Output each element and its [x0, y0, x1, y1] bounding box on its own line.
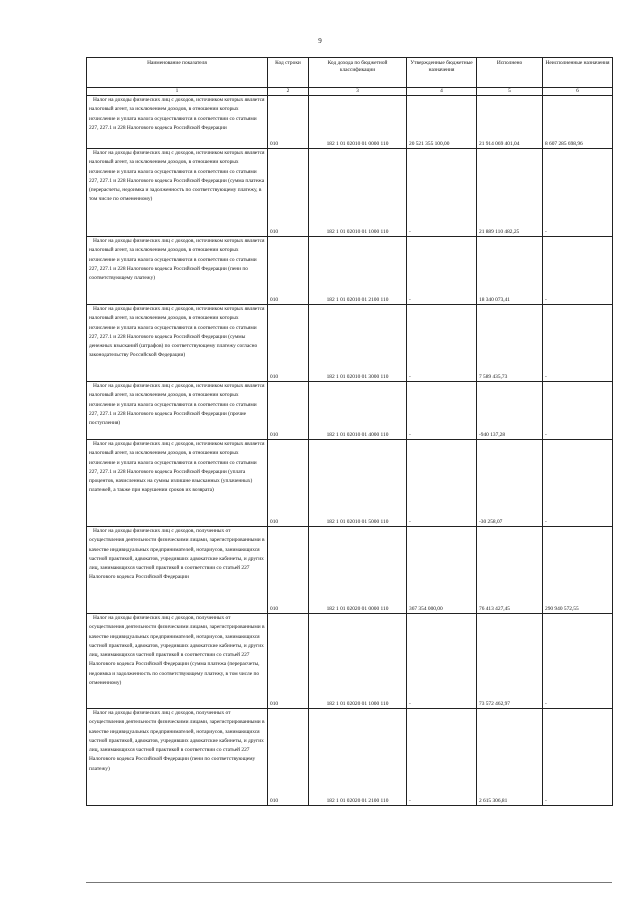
indicator-name: Налог на доходы физических лиц с доходов, полученных от осуществления деятельности физическими лицами, зарегистрированными в качестве индивидуальных предпринимателей, нотариусов, занимающихся частной практикой, адвокатов, учредивших адвокатские кабинеты, и других лиц, занимающихся частной практикой в соответствии со статьей 227 Налогового кодекса Российской Федерации (сумма платежа (перерасчеты, недоимка и задолженность по соответствующему платежу, в том числе по отмененному): [87, 614, 268, 709]
column-number: 6: [543, 88, 613, 96]
table-row: [87, 614, 613, 709]
approved-amount: -: [407, 382, 477, 440]
table-row: [87, 305, 613, 382]
table-row: [87, 440, 613, 527]
indicator-name: Налог на доходы физических лиц с доходов, полученных от осуществления деятельности физическими лицами, зарегистрированными в качестве индивидуальных предпринимателей, нотариусов, занимающихся частной практикой, адвокатов, учредивших адвокатские кабинеты, и других лиц, занимающихся частной практикой в соответствии со статьей 227 Налогового кодекса Российской Федерации (пени по соответствующему платежу): [87, 709, 268, 806]
executed-amount: 21 914 069 401,04: [477, 96, 543, 149]
executed-amount: 2 615 306,81: [477, 709, 543, 806]
approved-amount: -: [407, 614, 477, 709]
table-row: [87, 149, 613, 237]
page-number: 9: [318, 37, 322, 45]
indicator-name: Налог на доходы физических лиц с доходов, источником которых является налоговый агент, за исключением доходов, в отношении которых исчисление и уплата налога осуществляются в соответствии со статьями 227, 227.1 и 228 Налогового кодекса Российской Федерации: [87, 96, 268, 149]
header-executed: Исполнено: [477, 58, 543, 88]
column-number: 5: [477, 88, 543, 96]
column-number: 4: [407, 88, 477, 96]
table-row: [87, 382, 613, 440]
column-number-row: [87, 88, 613, 96]
line-code: 010: [268, 305, 309, 382]
approved-amount: 20 521 355 100,00: [407, 96, 477, 149]
line-code: 010: [268, 527, 309, 614]
approved-amount: -: [407, 237, 477, 305]
column-number: 1: [87, 88, 268, 96]
income-code: 182 1 01 02020 01 0000 110: [309, 527, 407, 614]
unexecuted-amount: -: [543, 614, 613, 709]
executed-amount: -940 137,28: [477, 382, 543, 440]
approved-amount: -: [407, 305, 477, 382]
income-code: 182 1 01 02010 01 2100 110: [309, 237, 407, 305]
approved-amount: -: [407, 440, 477, 527]
executed-amount: 21 889 110 482,25: [477, 149, 543, 237]
line-code: 010: [268, 709, 309, 806]
table-row: [87, 237, 613, 305]
indicator-name: Налог на доходы физических лиц с доходов, источником которых является налоговый агент, за исключением доходов, в отношении которых исчисление и уплата налога осуществляются в соответствии со статьями 227, 227.1 и 228 Налогового кодекса Российской Федерации (суммы денежных взысканий (штрафов) по соответствующему платежу согласно законодательству Российской Федерации): [87, 305, 268, 382]
unexecuted-amount: -: [543, 237, 613, 305]
income-code: 182 1 01 02010 01 4000 110: [309, 382, 407, 440]
line-code: 010: [268, 440, 309, 527]
unexecuted-amount: -: [543, 149, 613, 237]
line-code: 010: [268, 614, 309, 709]
table-row: [87, 96, 613, 149]
unexecuted-amount: 8 607 285 698,96: [543, 96, 613, 149]
executed-amount: 7 589 435,73: [477, 305, 543, 382]
income-code: 182 1 01 02010 01 3000 110: [309, 305, 407, 382]
indicator-name: Налог на доходы физических лиц с доходов, источником которых является налоговый агент, за исключением доходов, в отношении которых исчисление и уплата налога осуществляются в соответствии со статьями 227, 227.1 и 228 Налогового кодекса Российской Федерации (пени по соответствующему платежу): [87, 237, 268, 305]
column-number: 3: [309, 88, 407, 96]
executed-amount: 73 572 462,97: [477, 614, 543, 709]
executed-amount: 76 413 427,45: [477, 527, 543, 614]
column-number: 2: [268, 88, 309, 96]
indicator-name: Налог на доходы физических лиц с доходов, источником которых является налоговый агент, за исключением доходов, в отношении которых исчисление и уплата налога осуществляются в соответствии со статьями 227, 227.1 и 228 Налогового кодекса Российской Федерации (прочие поступления): [87, 382, 268, 440]
unexecuted-amount: -: [543, 440, 613, 527]
unexecuted-amount: 290 940 572,55: [543, 527, 613, 614]
indicator-name: Налог на доходы физических лиц с доходов, источником которых является налоговый агент, за исключением доходов, в отношении которых исчисление и уплата налога осуществляются в соответствии со статьями 227, 227.1 и 228 Налогового кодекса Российской Федерации (сумма платежа (перерасчеты, недоимка и задолженность по соответствующему платежу, в том числе по отмененному): [87, 149, 268, 237]
approved-amount: -: [407, 709, 477, 806]
header-indicator-name: Наименование показателя: [87, 58, 268, 88]
income-code: 182 1 01 02020 01 1000 110: [309, 614, 407, 709]
approved-amount: -: [407, 149, 477, 237]
line-code: 010: [268, 382, 309, 440]
budget-execution-table: [86, 57, 613, 806]
unexecuted-amount: -: [543, 305, 613, 382]
line-code: 010: [268, 96, 309, 149]
header-approved: Утвержденные бюджетные назначения: [407, 58, 477, 88]
unexecuted-amount: -: [543, 709, 613, 806]
executed-amount: 18 340 073,41: [477, 237, 543, 305]
income-code: 182 1 01 02020 01 2100 110: [309, 709, 407, 806]
income-code: 182 1 01 02010 01 1000 110: [309, 149, 407, 237]
header-line-code: Код строки: [268, 58, 309, 88]
unexecuted-amount: -: [543, 382, 613, 440]
approved-amount: 367 354 000,00: [407, 527, 477, 614]
executed-amount: -30 258,07: [477, 440, 543, 527]
page-bottom-divider: [86, 882, 612, 883]
table-row: [87, 527, 613, 614]
header-income-code: Код дохода по бюджетной классификации: [309, 58, 407, 88]
line-code: 010: [268, 149, 309, 237]
indicator-name: Налог на доходы физических лиц с доходов, источником которых является налоговый агент, за исключением доходов, в отношении которых исчисление и уплата налога осуществляются в соответствии со статьями 227, 227.1 и 228 Налогового кодекса Российской Федерации (уплата процентов, начисленных на суммы излишне взысканных (уплаченных) платежей, а также при нарушении сроков их возврата): [87, 440, 268, 527]
line-code: 010: [268, 237, 309, 305]
indicator-name: Налог на доходы физических лиц с доходов, полученных от осуществления деятельности физическими лицами, зарегистрированными в качестве индивидуальных предпринимателей, нотариусов, занимающихся частной практикой, адвокатов, учредивших адвокатские кабинеты, и других лиц, занимающихся частной практикой в соответствии со статьей 227 Налогового кодекса Российской Федерации: [87, 527, 268, 614]
table-header-row: [87, 58, 613, 88]
table-row: [87, 709, 613, 806]
income-code: 182 1 01 02010 01 0000 110: [309, 96, 407, 149]
income-code: 182 1 01 02010 01 5000 110: [309, 440, 407, 527]
header-unexecuted: Неисполненные назначения: [543, 58, 613, 88]
